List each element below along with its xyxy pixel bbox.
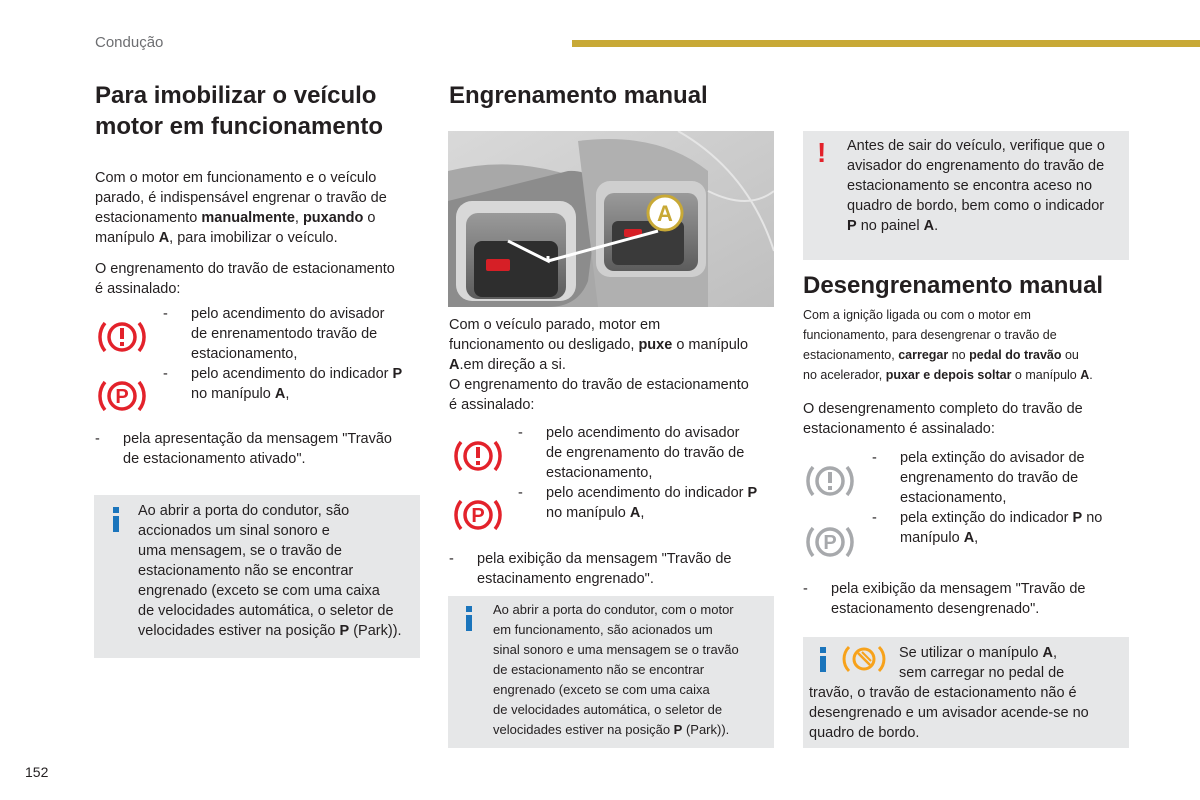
item-line: no manípulo <box>191 386 275 402</box>
photo-callout-label: A <box>657 201 673 226</box>
item-dash: - <box>872 450 877 466</box>
warning-exclamation-icon: ! <box>817 137 827 168</box>
engage-text-bold: puxe <box>638 337 673 353</box>
engage-item-1 <box>518 423 788 483</box>
engage-text-line: o manípulo <box>672 337 749 353</box>
item-line: pelo acendimento do avisador <box>191 306 385 322</box>
disengage-line: no acelerador, <box>803 368 886 382</box>
item-line: no <box>1082 510 1103 526</box>
info-text <box>138 501 423 641</box>
message-line: pela exibição da mensagem "Travão de <box>477 551 732 567</box>
engage-text-line: Com o veículo parado, motor em <box>449 317 661 333</box>
item-bold: A <box>629 505 641 521</box>
intro-text: Com o motor em funcionamento e o veículo <box>95 170 377 186</box>
item-line: pelo acendimento do indicador <box>191 366 393 382</box>
warning-end: . <box>934 218 939 234</box>
info-line: Ao abrir a porta do condutor, são <box>138 503 350 519</box>
warning-box <box>803 131 1129 260</box>
info-line: uma mensagem, se o travão de <box>138 543 342 559</box>
disengage-signaled <box>803 399 1133 439</box>
message-dash: - <box>95 431 100 447</box>
info-bold: A <box>1042 645 1053 661</box>
engage-text <box>449 315 779 415</box>
warning-line: no painel <box>856 218 924 234</box>
warning-bold: P <box>847 218 857 234</box>
engage-item-2 <box>518 483 788 523</box>
warning-text <box>847 136 1129 236</box>
intro-bold: manualmente <box>201 210 295 226</box>
immobilize-signaled-line1: O engrenamento do travão de estacionamento <box>95 261 395 277</box>
brake-exclamation-icon <box>95 314 149 360</box>
info-line: sem carregar no pedal de <box>899 665 1065 681</box>
item-end: , <box>974 530 979 546</box>
intro-bold: A <box>158 230 170 246</box>
message-line: estacionamento desengrenado". <box>831 601 1040 617</box>
brake-p-icon <box>95 373 149 419</box>
brake-exclamation-icon <box>451 433 505 479</box>
warning-line: quadro de bordo, bem como o indicador <box>847 198 1105 214</box>
item-line: estacionamento, <box>900 490 1007 506</box>
disengage-message <box>803 579 1133 619</box>
item-line: pelo acendimento do avisador <box>546 425 740 441</box>
item-line: engrenamento do travão de <box>900 470 1079 486</box>
message-dash: - <box>449 551 454 567</box>
disengage-bold: puxar e depois soltar <box>885 368 1012 382</box>
info-line: Se utilizar o manípulo <box>899 645 1043 661</box>
disengage-info-box <box>803 637 1129 748</box>
info-line: velocidades estiver na posição <box>138 623 340 639</box>
message-dash: - <box>803 581 808 597</box>
engage-title: Engrenamento manual <box>449 82 708 109</box>
message-line: pela exibição da mensagem "Travão de <box>831 581 1086 597</box>
info-bold: P <box>339 623 350 639</box>
item-bold: P <box>747 485 758 501</box>
info-bold: P <box>673 722 683 737</box>
info-line: travão, o travão de estacionamento não é <box>809 685 1077 701</box>
intro-text: , <box>294 210 303 226</box>
item-dash: - <box>163 366 168 382</box>
immobilize-title <box>95 80 425 142</box>
disengage-line: . <box>1089 368 1093 382</box>
message-line: de estacionamento ativado". <box>123 451 306 467</box>
info-line-end: , <box>1052 645 1057 661</box>
warning-line: estacionamento se encontra aceso no <box>847 178 1093 194</box>
parking-brake-photo <box>448 131 774 307</box>
disengage-line: estacionamento, <box>803 348 899 362</box>
page-number: 152 <box>25 764 49 780</box>
intro-text: estacionamento <box>95 210 202 226</box>
disengage-info-bottom <box>809 683 1125 743</box>
disengage-line: Com a ignição ligada ou com o motor em <box>803 308 1031 322</box>
brake-fault-icon <box>840 642 888 676</box>
info-line: de estacionamento não se encontrar <box>493 662 705 677</box>
disengage-signaled-line: O desengrenamento completo do travão de <box>803 401 1083 417</box>
info-line: estacionamento não se encontrar <box>138 563 354 579</box>
disengage-bold: A <box>1080 368 1090 382</box>
info-icon <box>820 647 826 672</box>
item-bold: A <box>274 386 286 402</box>
disengage-title: Desengrenamento manual <box>803 272 1104 299</box>
engage-text-line: .em direção a si. <box>459 357 566 373</box>
brake-p-off-icon <box>803 519 857 565</box>
brake-p-icon <box>451 492 505 538</box>
immobilize-title-line2: motor em funcionamento <box>95 113 384 140</box>
item-dash: - <box>518 425 523 441</box>
info-line: desengrenado e um avisador acende-se no <box>809 705 1089 721</box>
info-line: engrenado (exceto se com uma caixa <box>493 682 710 697</box>
immobilize-title-line1: Para imobilizar o veículo <box>95 82 377 109</box>
brake-exclamation-off-icon <box>803 458 857 504</box>
item-bold: P <box>1072 510 1083 526</box>
item-line: estacionamento, <box>546 465 653 481</box>
disengage-line: o manípulo <box>1011 368 1081 382</box>
item-dash: - <box>872 510 877 526</box>
info-line: de velocidades automática, o seletor de <box>138 603 394 619</box>
disengage-info-top <box>899 643 1124 683</box>
item-end: , <box>640 505 645 521</box>
info-text <box>493 600 773 740</box>
warning-line: avisador do engrenamento do travão de <box>847 158 1105 174</box>
info-line: engrenado (exceto se com uma caixa <box>138 583 380 599</box>
engage-message <box>449 549 779 589</box>
disengage-signaled-line: estacionamento é assinalado: <box>803 421 995 437</box>
engage-info-box <box>448 596 774 748</box>
item-line: pela extinção do avisador de <box>900 450 1085 466</box>
immobilize-intro <box>95 168 425 248</box>
item-bold: A <box>963 530 975 546</box>
intro-text: manípulo <box>95 230 159 246</box>
svg-text:P: P <box>471 505 485 527</box>
engage-text-bold: A <box>449 357 460 373</box>
message-line: estacinamento engrenado". <box>477 571 654 587</box>
disengage-line: ou <box>1061 348 1079 362</box>
intro-text: o <box>363 210 376 226</box>
immobilize-signaled <box>95 259 425 299</box>
info-line: Ao abrir a porta do condutor, com o motor <box>493 602 734 617</box>
immobilize-item-2 <box>163 364 433 404</box>
item-line: pelo acendimento do indicador <box>546 485 748 501</box>
immobilize-signaled-line2: é assinalado: <box>95 281 181 297</box>
disengage-item-2 <box>872 508 1142 548</box>
disengage-bold: pedal do travão <box>969 348 1062 362</box>
info-icon <box>113 507 119 532</box>
disengage-bold: carregar <box>898 348 949 362</box>
item-line: manípulo <box>900 530 964 546</box>
immobilize-item-1 <box>163 304 433 364</box>
svg-text:P: P <box>115 386 129 408</box>
info-line: de velocidades automática, o seletor de <box>493 702 723 717</box>
message-line: pela apresentação da mensagem "Travão <box>123 431 392 447</box>
engage-signaled-line: O engrenamento do travão de estacionamento <box>449 377 749 393</box>
info-line-end: (Park)). <box>682 722 730 737</box>
svg-text:P: P <box>823 532 837 554</box>
item-line: de engrenamento do travão de <box>546 445 745 461</box>
item-bold: P <box>392 366 403 382</box>
section-header: Condução <box>95 34 164 51</box>
item-end: , <box>285 386 290 402</box>
warning-line: Antes de sair do veículo, verifique que o <box>847 138 1105 154</box>
info-line: accionados um sinal sonoro e <box>138 523 330 539</box>
intro-bold: puxando <box>302 210 364 226</box>
intro-text: , para imobilizar o veículo. <box>169 230 338 246</box>
engage-signaled-line: é assinalado: <box>449 397 535 413</box>
item-line: de enrenamentodo travão de <box>191 326 378 342</box>
disengage-line: no <box>948 348 970 362</box>
warning-bold: A <box>923 218 935 234</box>
info-line-end: (Park)). <box>349 623 402 639</box>
info-icon <box>466 606 472 631</box>
item-line: no manípulo <box>546 505 630 521</box>
immobilize-message <box>95 429 425 469</box>
item-line: pela extinção do indicador <box>900 510 1073 526</box>
header-accent-bar <box>572 40 1200 47</box>
immobilize-info-box <box>94 495 420 658</box>
info-line: velocidades estiver na posição <box>493 722 674 737</box>
disengage-line: funcionamento, para desengrenar o travão de <box>803 328 1057 342</box>
info-line: quadro de bordo. <box>809 725 920 741</box>
info-line: em funcionamento, são acionados um <box>493 622 713 637</box>
engage-text-line: funcionamento ou desligado, <box>449 337 639 353</box>
disengage-text <box>803 305 1133 385</box>
info-line: sinal sonoro e uma mensagem se o travão <box>493 642 739 657</box>
disengage-item-1 <box>872 448 1142 508</box>
intro-text: parado, é indispensável engrenar o travão de <box>95 190 387 206</box>
item-dash: - <box>163 306 168 322</box>
item-line: estacionamento, <box>191 346 298 362</box>
item-dash: - <box>518 485 523 501</box>
